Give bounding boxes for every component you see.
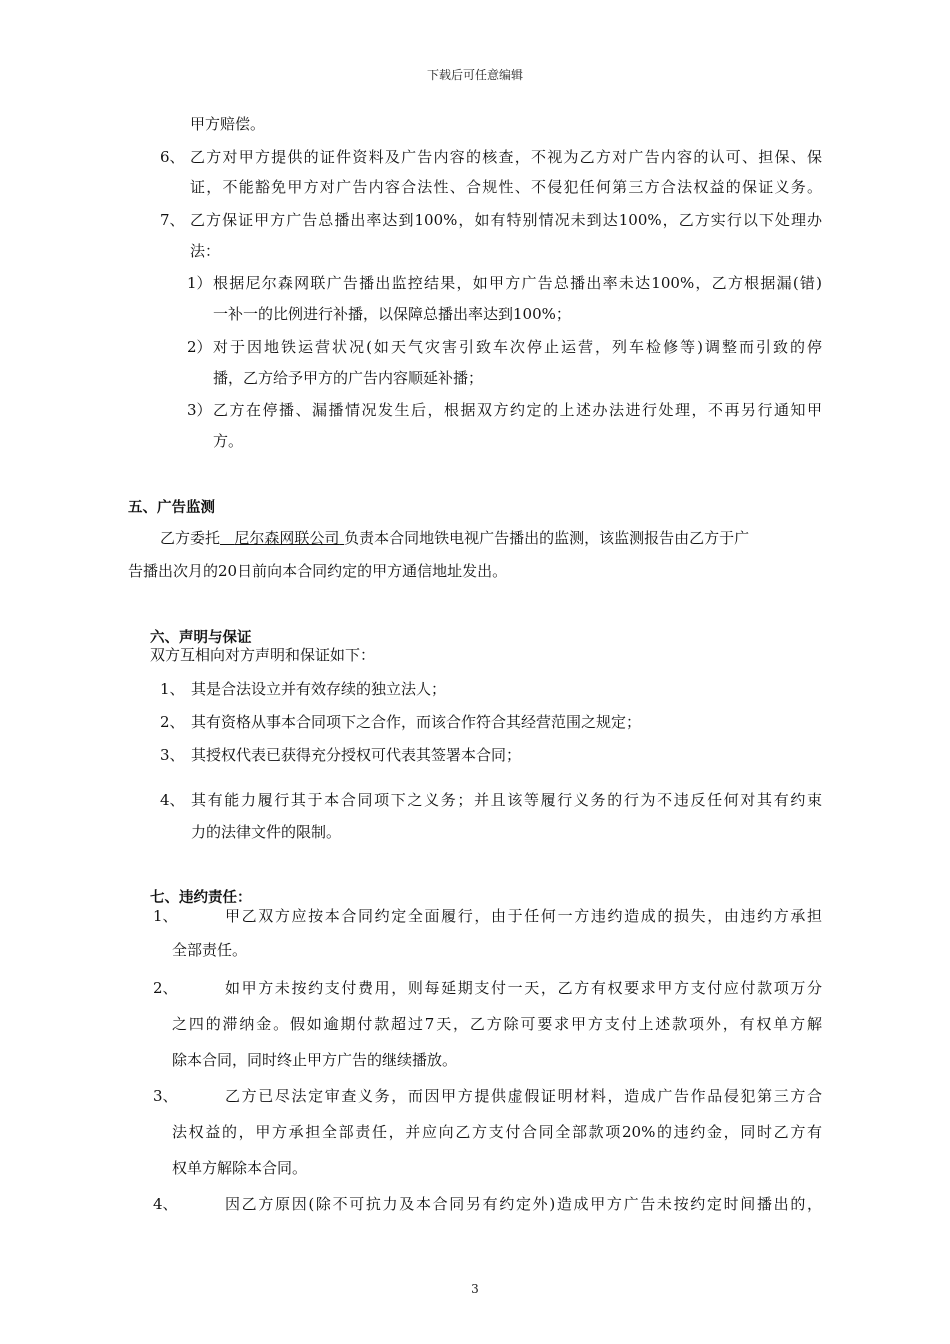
text-fragment: 负责本合同地铁电视广告播出的监测，该监测报告由乙方于广 [344, 529, 750, 547]
text-line: 甲乙双方应按本合同约定全面履行，由于任何一方违约造成的损失，由违约方承担 [225, 907, 822, 925]
page-header: 下载后可任意编辑 [426, 68, 523, 82]
text-line: 方。 [213, 432, 244, 450]
list-item-number: 2、 [160, 713, 185, 731]
text-line: 全部责任。 [172, 941, 248, 959]
section-heading: 五、广告监测 [128, 500, 215, 516]
text-line: 告播出次月的20日前向本合同约定的甲方通信地址发出。 [128, 562, 508, 580]
text-line: 如甲方未按约支付费用，则每延期支付一天，乙方有权要求甲方支付应付款项万分 [225, 979, 822, 997]
text-line: 力的法律文件的限制。 [191, 823, 342, 841]
text-line: 因乙方原因(除不可抗力及本合同另有约定外)造成甲方广告未按约定时间播出的， [225, 1195, 822, 1213]
list-item-number: 2、 [153, 979, 178, 997]
list-item-number: 4、 [153, 1195, 178, 1213]
text-line: 其有资格从事本合同项下之合作，而该合作符合其经营范围之规定； [191, 713, 642, 731]
text-line: 甲方赔偿。 [190, 115, 266, 133]
sub-item-number: 3） [187, 401, 212, 419]
text-line: 法： [190, 242, 221, 260]
text-line: 播，乙方给予甲方的广告内容顺延补播； [213, 369, 484, 387]
paragraph-line [160, 528, 749, 548]
page-number: 3 [471, 1282, 479, 1296]
text-line: 证，不能豁免甲方对广告内容合法性、合规性、不侵犯任何第三方合法权益的保证义务。 [190, 178, 822, 196]
section-heading: 六、声明与保证 [150, 630, 252, 646]
section-heading: 七、违约责任： [150, 890, 252, 906]
text-line: 除本合同，同时终止甲方广告的继续播放。 [172, 1051, 458, 1069]
text-line: 乙方保证甲方广告总播出率达到100%，如有特别情况未到达100%，乙方实行以下处理办 [190, 211, 822, 229]
text-line: 根据尼尔森网联广告播出监控结果，如甲方广告总播出率未达100%，乙方根据漏(错) [213, 274, 822, 292]
list-item-number: 7、 [160, 211, 185, 229]
list-item-number: 6、 [160, 148, 185, 166]
list-item-number: 3、 [153, 1087, 178, 1105]
text-line: 乙方已尽法定审查义务，而因甲方提供虚假证明材料，造成广告作品侵犯第三方合 [225, 1087, 822, 1105]
list-item-number: 1、 [160, 680, 185, 698]
text-line: 权单方解除本合同。 [172, 1159, 308, 1177]
text-line: 法权益的，甲方承担全部责任，并应向乙方支付合同全部款项20%的违约金，同时乙方有 [172, 1123, 822, 1141]
sub-item-number: 2） [187, 338, 212, 356]
list-item-number: 4、 [160, 791, 185, 809]
text-line: 一补一的比例进行补播，以保障总播出率达到100%； [213, 305, 571, 323]
text-line: 其有能力履行其于本合同项下之义务；并且该等履行义务的行为不违反任何对其有约束 [191, 791, 822, 809]
text-line: 对于因地铁运营状况(如天气灾害引致车次停止运营，列车检修等)调整而引致的停 [213, 338, 822, 356]
text-line: 之四的滞纳金。假如逾期付款超过7天，乙方除可要求甲方支付上述款项外，有权单方解 [172, 1015, 822, 1033]
underlined-company: 尼尔森网联公司 [234, 529, 340, 547]
text-line: 其授权代表已获得充分授权可代表其签署本合同； [191, 746, 522, 764]
list-item-number: 3、 [160, 746, 185, 764]
list-item-number: 1、 [153, 907, 178, 925]
text-line: 其是合法设立并有效存续的独立法人； [191, 680, 447, 698]
text-line: 乙方在停播、漏播情况发生后，根据双方约定的上述办法进行处理，不再另行通知甲 [213, 401, 822, 419]
text-line: 双方互相向对方声明和保证如下： [150, 646, 376, 664]
sub-item-number: 1） [187, 274, 212, 292]
text-fragment: 乙方委托 [160, 529, 221, 547]
text-line: 乙方对甲方提供的证件资料及广告内容的核查，不视为乙方对广告内容的认可、担保、保 [190, 148, 822, 166]
